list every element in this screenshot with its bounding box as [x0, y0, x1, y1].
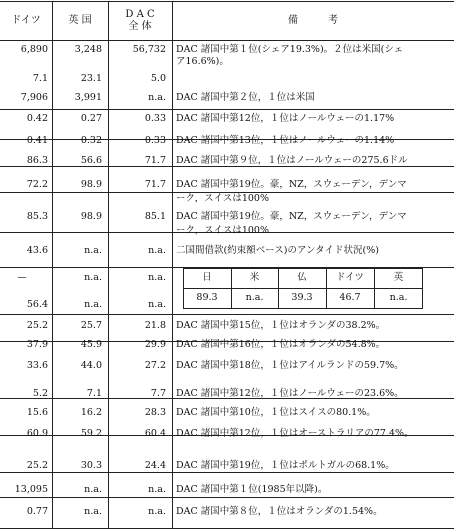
cell-germany: 7.1 [32, 73, 48, 84]
remark-text-continued: ーク，スイスは100% [176, 225, 269, 236]
cell-germany: 0.41 [26, 135, 48, 146]
remark-text: DAC 諸国中第19位，１位はポルトガルの68.1%。 [176, 460, 395, 471]
cell-germany: 37.9 [26, 339, 48, 350]
cell-germany: 5.2 [32, 388, 48, 399]
cell-uk: n.a. [84, 299, 102, 310]
cell-germany: 15.6 [26, 407, 48, 418]
cell-germany: 0.77 [26, 506, 48, 517]
row-divider [0, 1, 454, 2]
remark-text-continued: ア16.6%)。 [176, 56, 229, 67]
cell-dac: n.a. [148, 506, 166, 517]
cell-uk: 7.1 [86, 388, 102, 399]
subtable-header-cell: ドイツ [335, 272, 365, 283]
subtable-header-cell: 日 [202, 272, 212, 283]
cell-uk: 44.0 [80, 360, 102, 371]
cell-dac: 28.3 [144, 407, 166, 418]
cell-dac: 24.4 [144, 460, 166, 471]
cell-uk: n.a. [84, 506, 102, 517]
cell-uk: 30.3 [80, 460, 102, 471]
subtable-value-cell: 46.7 [339, 292, 361, 303]
cell-dac: n.a. [148, 484, 166, 495]
subtable-value-cell: n.a. [389, 292, 408, 303]
cell-uk: 23.1 [80, 73, 102, 84]
cell-uk: n.a. [84, 245, 102, 256]
cell-uk: 3,991 [74, 92, 102, 103]
remark-text: DAC 諸国中第12位，１位はノールウェーの23.6%。 [176, 388, 404, 399]
column-divider [52, 1, 53, 528]
cell-germany: 6,890 [20, 44, 48, 55]
remark-text: DAC 諸国中第19位。豪，NZ，スウェーデン，デンマ [176, 179, 407, 190]
remark-text: DAC 諸国中第９位，１位はノールウェーの275.6ドル [176, 155, 408, 166]
remark-text: DAC 諸国中第１位(1985年以降)。 [176, 484, 328, 495]
cell-dac: n.a. [148, 92, 166, 103]
cell-uk: 98.9 [80, 211, 102, 222]
remark-text: DAC 諸国中第18位，１位はアイルランドの59.7%。 [176, 360, 404, 371]
subtable-value-cell: n.a. [245, 292, 264, 303]
remark-text: DAC 諸国中第16位，１位はオランダの54.8%。 [176, 339, 386, 350]
cell-germany: 56.4 [26, 299, 48, 310]
cell-uk: 0.27 [80, 113, 102, 124]
subtable-value-cell: 39.3 [291, 292, 313, 303]
header-uk: 英 国 [68, 15, 92, 26]
cell-germany: 86.3 [26, 155, 48, 166]
remark-text: DAC 諸国中第８位，１位はオランダの1.54%。 [176, 506, 383, 517]
column-divider [108, 1, 109, 528]
cell-dac: 60.4 [144, 428, 166, 439]
column-divider [172, 1, 173, 528]
remark-text: DAC 諸国中第２位，１位は米国 [176, 92, 315, 103]
cell-germany: 25.2 [26, 460, 48, 471]
remark-text-continued: ーク，スイスは100% [176, 193, 269, 204]
cell-dac: n.a. [148, 299, 166, 310]
cell-uk: 16.2 [80, 407, 102, 418]
cell-dac: 56,732 [132, 44, 166, 55]
cell-dac: 21.8 [144, 320, 166, 331]
cell-dac: 71.7 [144, 155, 166, 166]
cell-dac: n.a. [148, 272, 166, 283]
remark-text: DAC 諸国中第12位，１位はオーストラリアの77.4%。 [176, 428, 414, 439]
remark-text: DAC 諸国中第19位。豪，NZ，スウェーデン，デンマ [176, 211, 407, 222]
cell-dac: 71.7 [144, 179, 166, 190]
cell-uk: n.a. [84, 272, 102, 283]
cell-germany: 25.2 [26, 320, 48, 331]
cell-dac: 0.33 [144, 135, 166, 146]
cell-uk: 98.9 [80, 179, 102, 190]
subtable-header-cell: 米 [249, 272, 260, 283]
cell-uk: 59.2 [80, 428, 102, 439]
cell-dac: 5.0 [150, 73, 166, 84]
row-divider [0, 497, 454, 498]
cell-dac: n.a. [148, 245, 166, 256]
remark-text: DAC 諸国中第１位(シェア19.3%)。２位は米国(シェ [176, 44, 404, 55]
subtable-header-cell: 仏 [297, 272, 307, 283]
cell-dac: 27.2 [144, 360, 166, 371]
remark-text: 二国間借款(約束額ベース)のアンタイド状況(%) [176, 245, 379, 256]
cell-uk: 25.7 [80, 320, 102, 331]
cell-uk: n.a. [84, 484, 102, 495]
row-divider [0, 109, 454, 110]
cell-uk: 3,248 [74, 44, 102, 55]
header-dac-line2: 全 体 [128, 21, 152, 32]
cell-germany: 72.2 [26, 179, 48, 190]
cell-germany: 85.3 [26, 211, 48, 222]
cell-germany: 7,906 [20, 92, 48, 103]
header-germany: ドイツ [11, 15, 41, 26]
subtable-row-divider [183, 288, 423, 289]
cell-uk: 56.6 [80, 155, 102, 166]
subtable-value-cell: 89.3 [196, 292, 218, 303]
remark-text: DAC 諸国中第15位，１位はオランダの38.2%。 [176, 320, 386, 331]
row-divider [0, 314, 454, 315]
cell-germany: 33.6 [26, 360, 48, 371]
row-divider [0, 472, 454, 473]
cell-dac: 29.9 [144, 339, 166, 350]
cell-germany: 13,095 [14, 484, 48, 495]
cell-germany: 43.6 [26, 245, 48, 256]
remark-text: DAC 諸国中第10位，１位はスイスの80.1%。 [176, 407, 376, 418]
cell-dac: 85.1 [144, 211, 166, 222]
header-dac-line1: D A C [125, 9, 155, 20]
cell-germany: 60.9 [26, 428, 48, 439]
remark-text: DAC 諸国中第13位，１位はノールウェーの1.14% [176, 135, 395, 146]
cell-uk: 45.9 [80, 339, 102, 350]
cell-germany: — [17, 272, 27, 283]
cell-uk: 0.32 [80, 135, 102, 146]
cell-germany: 0.42 [26, 113, 48, 124]
remark-text: DAC 諸国中第12位，１位はノールウェーの1.17% [176, 113, 395, 124]
cell-dac: 7.7 [150, 388, 166, 399]
cell-dac: 0.33 [144, 113, 166, 124]
row-divider [0, 40, 454, 41]
subtable-header-cell: 英 [393, 272, 404, 283]
header-remarks: 備 考 [288, 15, 338, 26]
